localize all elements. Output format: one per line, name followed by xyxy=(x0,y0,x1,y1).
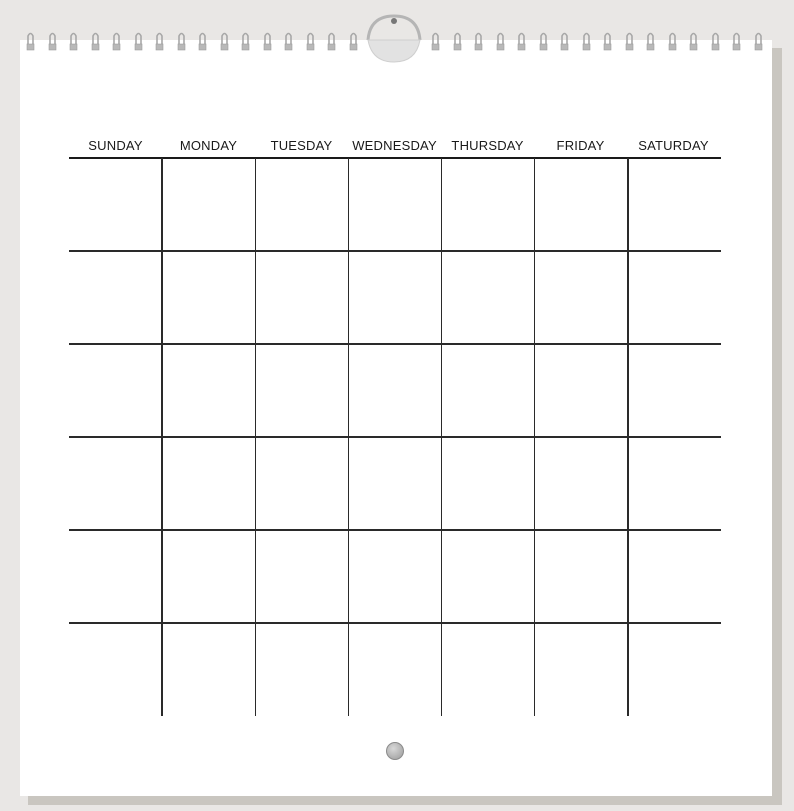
weekday-tuesday: TUESDAY xyxy=(270,138,333,153)
spiral-coil-icon xyxy=(242,34,249,51)
spiral-coil-icon xyxy=(540,34,547,51)
spiral-coil-icon xyxy=(285,34,292,51)
weekday-thursday: THURSDAY xyxy=(451,138,524,153)
spiral-coil-icon xyxy=(27,34,34,51)
spiral-coil-icon xyxy=(712,34,719,51)
day-column-divider xyxy=(441,158,443,716)
spiral-wire-binding-icon xyxy=(0,0,794,70)
weekday-saturday: SATURDAY xyxy=(638,138,709,153)
calendar-grid xyxy=(69,158,721,716)
day-column-divider xyxy=(255,158,257,716)
day-column-divider xyxy=(161,158,163,716)
spiral-coil-icon xyxy=(604,34,611,51)
spiral-coil-icon xyxy=(497,34,504,51)
spiral-coil-icon xyxy=(518,34,525,51)
spiral-coil-icon xyxy=(475,34,482,51)
hanger-hole-icon xyxy=(386,742,404,760)
spiral-coil-icon xyxy=(328,34,335,51)
day-column-divider xyxy=(627,158,629,716)
weekday-header-row xyxy=(69,138,721,158)
spiral-coil-icon xyxy=(733,34,740,51)
week-row-divider xyxy=(69,622,721,624)
week-row-divider xyxy=(69,529,721,531)
spiral-coil-icon xyxy=(199,34,206,51)
day-column-divider xyxy=(534,158,536,716)
spiral-coil-icon xyxy=(49,34,56,51)
spiral-coil-icon xyxy=(350,34,357,51)
spiral-coil-icon xyxy=(561,34,568,51)
week-row-divider xyxy=(69,436,721,438)
spiral-coil-icon xyxy=(113,34,120,51)
weekday-monday: MONDAY xyxy=(179,138,238,153)
weekday-sunday: SUNDAY xyxy=(88,138,143,153)
spiral-coil-icon xyxy=(669,34,676,51)
spiral-coil-icon xyxy=(178,34,185,51)
spiral-coil-icon xyxy=(690,34,697,51)
spiral-coil-icon xyxy=(221,34,228,51)
hanger-hook-icon xyxy=(368,16,420,62)
day-column-divider xyxy=(348,158,350,716)
week-row-divider xyxy=(69,343,721,345)
spiral-coil-icon xyxy=(626,34,633,51)
weekday-wednesday: WEDNESDAY xyxy=(352,138,437,153)
spiral-coil-icon xyxy=(647,34,654,51)
week-row-divider xyxy=(69,250,721,252)
spiral-coil-icon xyxy=(454,34,461,51)
spiral-coil-icon xyxy=(92,34,99,51)
spiral-coil-icon xyxy=(432,34,439,51)
spiral-coil-icon xyxy=(70,34,77,51)
spiral-coil-icon xyxy=(264,34,271,51)
spiral-coil-icon xyxy=(307,34,314,51)
spiral-coil-icon xyxy=(583,34,590,51)
spiral-coil-icon xyxy=(755,34,762,51)
spiral-coil-icon xyxy=(156,34,163,51)
weekday-friday: FRIDAY xyxy=(556,138,605,153)
spiral-coil-icon xyxy=(135,34,142,51)
